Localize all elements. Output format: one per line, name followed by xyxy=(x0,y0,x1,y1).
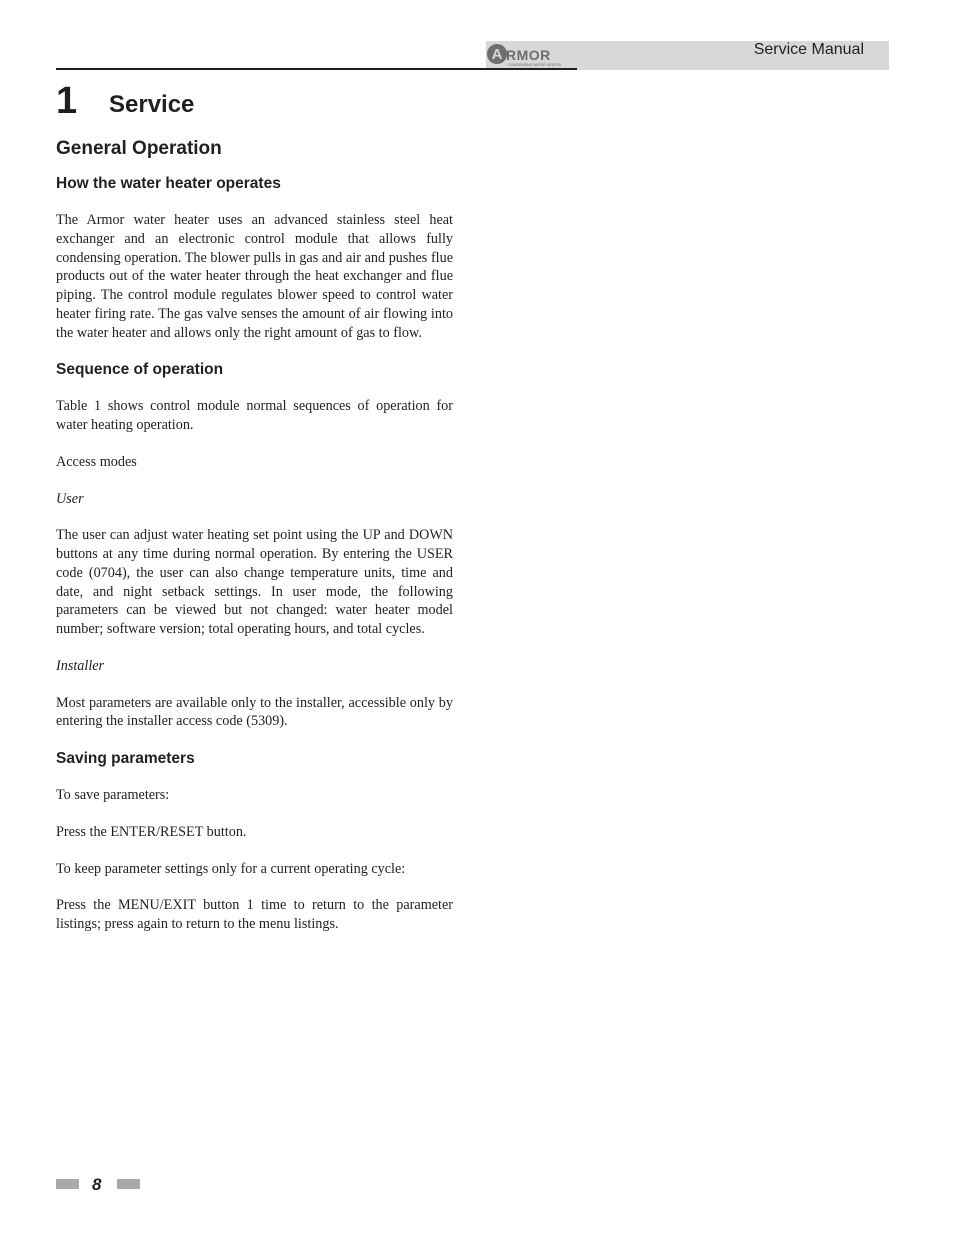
header-rule xyxy=(56,68,577,70)
chapter-title: Service xyxy=(109,91,195,118)
paragraph-user-mode: The user can adjust water heating set point using the UP and DOWN buttons at any time during normal operation. By entering the USER code (0704), the user can also change temperature units, time and date, and night setback settings. In user mode, the following parameters can be viewed but not changed: water heater model number; software version; total operating hours, and total cycles. xyxy=(56,527,453,637)
paragraph-keep-intro: To keep parameter settings only for a current operating cycle: xyxy=(56,860,406,877)
main-content xyxy=(56,136,453,934)
paragraph-keep-step: Press the MENU/EXIT button 1 time to return to the parameter listings; press again to return to the menu listings. xyxy=(56,897,453,932)
footer-bar-left xyxy=(56,1179,79,1189)
footer-bar-right xyxy=(117,1179,140,1189)
header-title: Service Manual xyxy=(753,41,864,58)
paragraph-installer: Most parameters are available only to the installer, accessible only by entering the installer access code (5309). xyxy=(56,694,453,730)
section-title: General Operation xyxy=(56,138,222,159)
paragraph-sequence: Table 1 shows control module normal sequences of operation for water heating operation. xyxy=(56,398,453,433)
paragraph-save-step: Press the ENTER/RESET button. xyxy=(56,823,247,840)
page-number: 8 xyxy=(92,1175,102,1194)
heading-how-it-operates: How the water heater operates xyxy=(56,175,281,192)
heading-saving-parameters: Saving parameters xyxy=(56,750,195,767)
label-user: User xyxy=(56,490,84,507)
paragraph-how-it-operates: The Armor water heater uses an advanced stainless steel heat exchanger and an electronic control module that allows fully condensing operation. The blower pulls in gas and air and pushes flue products out of the water heater through the heat exchanger and flue piping. The control module regulates blower speed to control water heater firing rate. The gas valve senses the amount of air flowing into the water heater and allows only the right amount of gas to flow. xyxy=(56,212,453,341)
svg-text:CONDENSING WATER HEATER: CONDENSING WATER HEATER xyxy=(508,63,562,67)
armor-logo xyxy=(486,41,578,69)
svg-text:A: A xyxy=(491,46,503,63)
heading-sequence-of-operation: Sequence of operation xyxy=(56,361,224,379)
paragraph-save-intro: To save parameters: xyxy=(56,787,170,803)
svg-text:RMOR: RMOR xyxy=(506,47,551,63)
paragraph-access-modes: Access modes xyxy=(56,453,137,470)
label-installer: Installer xyxy=(56,657,105,674)
chapter-number: 1 xyxy=(56,80,78,122)
